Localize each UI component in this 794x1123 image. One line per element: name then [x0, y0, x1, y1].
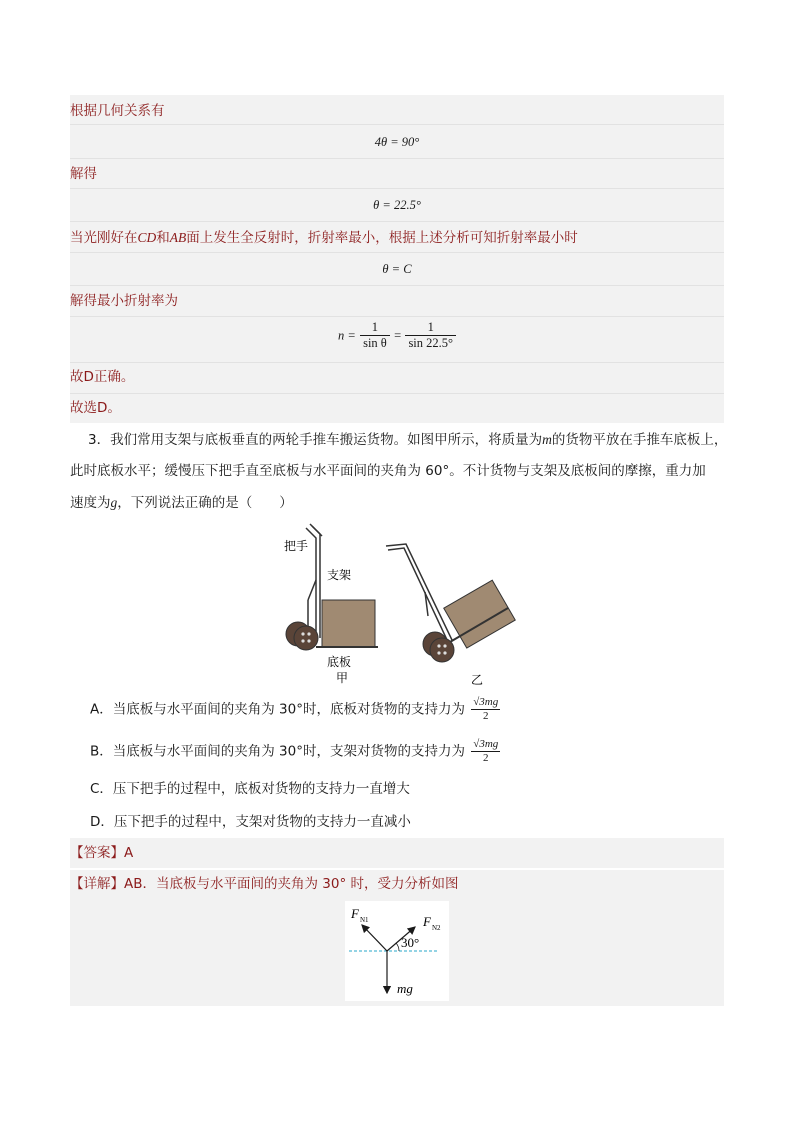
label-handle: 把手 [284, 539, 309, 553]
detail-label: 【详解】 [70, 876, 124, 892]
force-diagram [345, 901, 449, 1001]
question-line [88, 430, 728, 450]
label-bracket: 支架 [327, 568, 352, 582]
label-fn1-sub: N1 [360, 916, 369, 924]
label-mg: mg [397, 981, 413, 996]
text: 当光刚好在 [70, 230, 138, 246]
divider [70, 221, 724, 222]
option-text: B．当底板与水平面间的夹角为 30°时，支架对货物的支持力为 [90, 743, 465, 760]
var-m: m [542, 432, 552, 447]
hand-truck-yi [386, 544, 515, 662]
divider [70, 316, 724, 317]
solution-line [70, 228, 724, 248]
fraction-numerator: 1 [360, 320, 390, 336]
option-d: D．压下把手的过程中，支架对货物的支持力一直减小 [90, 814, 411, 830]
solution-line: 故D正确。 [70, 369, 135, 385]
fraction-numerator: 1 [405, 320, 456, 336]
equals-sign: = [394, 328, 402, 343]
solution-line: 解得 [70, 166, 97, 182]
equation [70, 132, 724, 152]
detail-text: AB．当底板与水平面间的夹角为 30° 时，受力分析如图 [124, 876, 459, 892]
fraction [471, 738, 500, 765]
equation-text: 4θ = 90° [374, 135, 420, 149]
fraction-denominator: sin 22.5° [408, 336, 454, 350]
label-angle: 30° [401, 935, 420, 950]
var-g: g [110, 495, 118, 510]
label-fn2-sub: N2 [432, 924, 441, 932]
text: 3．我们常用支架与底板垂直的两轮手推车搬运货物。如图甲所示，将质量为 [88, 432, 543, 448]
fraction-denominator: 2 [483, 710, 489, 722]
option-a [90, 696, 500, 723]
label-fn1: F [351, 906, 359, 921]
text: 的货物平放在手推车底板上， [551, 432, 728, 448]
answer-line [70, 843, 724, 863]
solution-line: 故选D。 [70, 400, 121, 416]
solution-line: 根据几何关系有 [70, 103, 165, 119]
divider [70, 285, 724, 286]
text: 速度为 [70, 495, 111, 511]
question-line [70, 493, 710, 513]
solution-line: 解得最小折射率为 [70, 293, 178, 309]
fraction-denominator: 2 [483, 752, 489, 764]
detail-line [70, 874, 724, 894]
option-b [90, 738, 500, 765]
var-cd: CD [137, 230, 157, 245]
answer-label: 【答案】 [70, 845, 124, 861]
option-c: C．压下把手的过程中，底板对货物的支持力一直增大 [90, 781, 410, 797]
label-base: 底板 [327, 655, 352, 669]
hand-truck-figure [270, 520, 530, 690]
fraction [471, 696, 500, 723]
text: 和 [156, 230, 170, 246]
equation-text: θ = 22.5° [373, 198, 421, 212]
equation-text: θ = C [382, 262, 412, 276]
equation-lhs: n = [337, 328, 356, 343]
answer-value: A [124, 845, 134, 861]
label-fn2: F [423, 914, 431, 929]
label-yi: 乙 [471, 673, 484, 687]
divider [70, 124, 724, 125]
option-text: A．当底板与水平面间的夹角为 30°时，底板对货物的支持力为 [90, 701, 465, 718]
var-ab: AB [169, 230, 187, 245]
divider [70, 252, 724, 253]
equation [70, 195, 724, 215]
text: 面上发生全反射时，折射率最小，根据上述分析可知折射率最小时 [186, 230, 578, 246]
fraction [405, 320, 456, 351]
equation [70, 259, 724, 279]
fraction-denominator: sin θ [363, 336, 387, 350]
fraction-numerator: √3mg [473, 738, 499, 750]
divider [70, 188, 724, 189]
text: ，下列说法正确的是（ ） [117, 495, 293, 511]
question-line: 此时底板水平；缓慢压下把手直至底板与水平面间的夹角为 60°。不计货物与支架及底板间的摩擦，重力加 [70, 463, 706, 479]
fraction [360, 320, 390, 351]
divider [70, 393, 724, 394]
divider [70, 362, 724, 363]
equation-fraction [70, 320, 724, 360]
fraction-numerator: √3mg [473, 696, 499, 708]
divider [70, 158, 724, 159]
label-jia: 甲 [336, 671, 349, 685]
